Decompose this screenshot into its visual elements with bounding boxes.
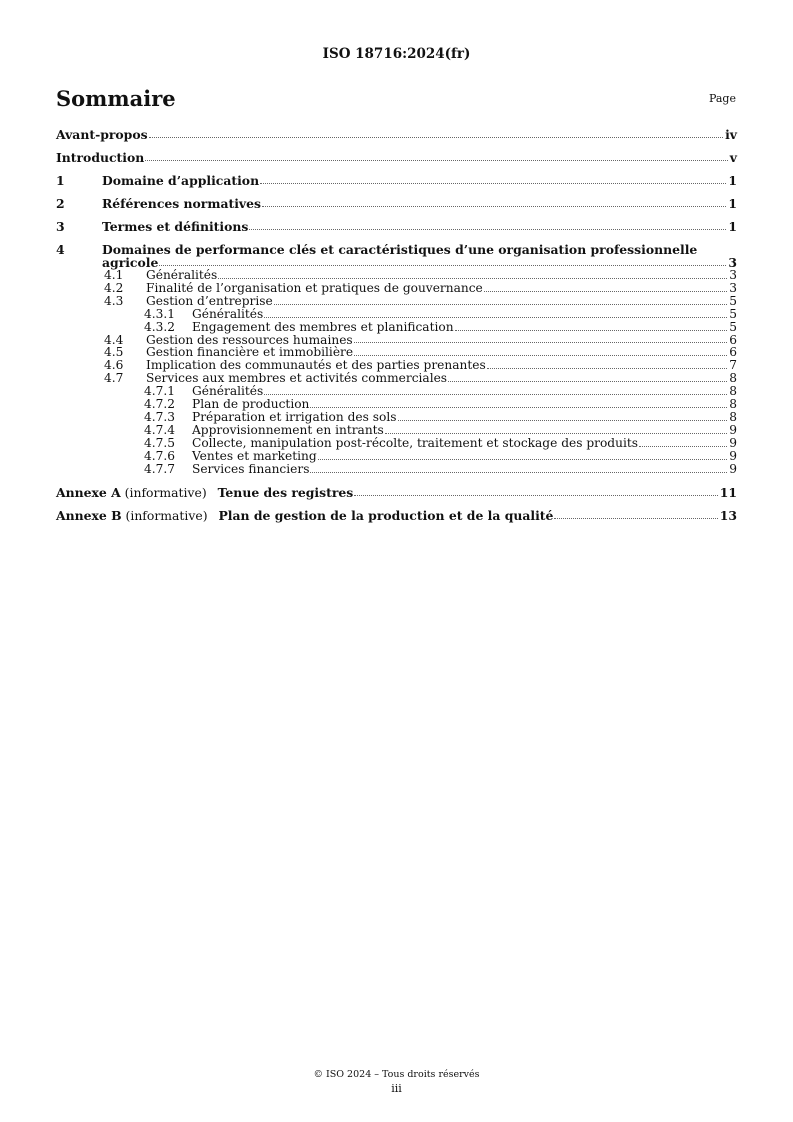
toc-entry-number: 4.7.4 [144, 422, 176, 437]
toc-entry-title: Avant-propos [56, 127, 148, 142]
dot-leader [484, 291, 728, 292]
page-number: iii [391, 1082, 402, 1095]
annex-note: (informative) [124, 484, 207, 500]
toc-entry-number: 4.3.1 [144, 306, 176, 321]
toc-entry-page: 1 [728, 196, 737, 211]
toc-entry-clause-1[interactable] [56, 174, 737, 187]
toc-entry-clause-3[interactable] [56, 220, 737, 233]
toc-entry-title: Finalité de l’organisation et pratiques de gouvernance [146, 280, 483, 295]
toc-entry-page: 3 [728, 255, 737, 270]
toc-entry-title: Plan de production [192, 397, 310, 412]
toc-entry-title: Domaines de performance clés et caractéristiques d’une organisation professionnelle [102, 242, 698, 257]
toc-entry-number: 4.4 [104, 332, 124, 347]
toc-entry-page: 1 [728, 173, 737, 188]
toc-entry-number: 4.7.1 [144, 384, 176, 399]
dot-leader [354, 342, 728, 343]
toc-entry-title: Généralités [192, 384, 264, 399]
toc-entry-page: 3 [729, 280, 737, 295]
toc-entry-number: 4.2 [104, 280, 124, 295]
toc-entry-title: Introduction [56, 150, 145, 165]
toc-entry-number: 4.5 [104, 345, 124, 360]
toc-entry-title: Gestion financière et immobilière [146, 345, 354, 360]
toc-entry-4-2[interactable] [56, 282, 737, 295]
toc-entry-page: 9 [729, 448, 737, 463]
toc-entry-title: Références normatives [102, 196, 261, 211]
dot-leader [354, 495, 718, 496]
dot-leader [455, 330, 728, 331]
toc-entry-annex-b[interactable] [56, 509, 737, 522]
toc-entry-page: 11 [719, 484, 737, 500]
dot-leader [310, 472, 727, 473]
dot-leader [145, 160, 728, 161]
dot-leader [318, 459, 728, 460]
toc-entry-page: 7 [729, 358, 737, 373]
toc-title: Sommaire [56, 86, 176, 111]
toc-entry-number: 4.3 [104, 293, 124, 308]
toc-entry-4-7-4[interactable] [56, 424, 737, 437]
toc-entry-number: 4.7.7 [144, 461, 176, 476]
toc-entry-title: Engagement des membres et planification [192, 319, 454, 334]
toc-entry-number: 2 [56, 196, 65, 211]
page-footer [0, 1068, 793, 1096]
toc-entry-title: Services aux membres et activités commerciales [146, 371, 448, 386]
toc-entry-4-3-1[interactable] [56, 308, 737, 321]
toc-entry-number: 4 [56, 242, 65, 257]
toc-entry-number: 1 [56, 173, 65, 188]
toc-entry-page: 1 [728, 219, 737, 234]
toc-entry-title: Tenue des registres [217, 484, 354, 500]
toc-entry-title: Collecte, manipulation post-récolte, traitement et stockage des produits [192, 435, 638, 450]
toc-entry-4-7-7[interactable] [56, 463, 737, 476]
toc-entry-introduction[interactable] [56, 151, 737, 164]
annex-label: Annexe A [56, 484, 121, 500]
toc-entry-title: Implication des communautés et des parties prenantes [146, 358, 486, 373]
toc-entry-page: 5 [729, 319, 737, 334]
toc-entry-4-7-6[interactable] [56, 450, 737, 463]
dot-leader [262, 206, 726, 207]
toc-entry-number: 4.7.5 [144, 435, 176, 450]
toc-entry-clause-2[interactable] [56, 197, 737, 210]
toc-entry-title: Termes et définitions [102, 219, 249, 234]
toc-entry-page: 5 [729, 293, 737, 308]
toc-entry-page: 8 [729, 371, 737, 386]
dot-leader [218, 278, 727, 279]
dot-leader [149, 137, 724, 138]
toc-entry-foreword[interactable] [56, 128, 737, 141]
toc-entry-4-3[interactable] [56, 295, 737, 308]
toc-entry-page: iv [725, 127, 737, 142]
copyright-notice: © ISO 2024 – Tous droits réservés [313, 1069, 480, 1080]
dot-leader [260, 183, 726, 184]
toc-entry-number: 4.7.2 [144, 397, 176, 412]
toc-entry-number: 4.1 [104, 268, 124, 282]
toc-entry-title: Plan de gestion de la production et de la qualité [218, 507, 554, 523]
annex-label: Annexe B [56, 507, 122, 523]
toc-entry-number: 4.7.6 [144, 448, 176, 463]
toc-entry-title: Domaine d’application [102, 173, 260, 188]
annex-note: (informative) [125, 507, 208, 523]
dot-leader [264, 394, 727, 395]
toc-entry-page: 3 [729, 268, 737, 282]
toc-entry-number: 4.7.3 [144, 409, 176, 424]
dot-leader [487, 368, 728, 369]
dot-leader [249, 229, 726, 230]
toc-entry-page: 5 [729, 306, 737, 321]
toc-entry-page: 6 [729, 332, 737, 347]
toc-entry-number: 4.3.2 [144, 319, 176, 334]
document-header: ISO 18716:2024(fr) [322, 46, 471, 62]
toc-entry-page: 9 [729, 435, 737, 450]
dot-leader [639, 446, 727, 447]
toc-entry-page: 13 [719, 507, 737, 523]
toc-entry-title: Gestion d’entreprise [146, 293, 273, 308]
toc-entry-4-7-5[interactable] [56, 437, 737, 450]
toc-entry-page: 8 [729, 397, 737, 412]
dot-leader [554, 518, 717, 519]
dot-leader [385, 433, 727, 434]
dot-leader [274, 304, 728, 305]
toc-entry-4-3-2[interactable] [56, 321, 737, 334]
toc-entry-page: 8 [729, 409, 737, 424]
toc-entry-title: Généralités [192, 306, 264, 321]
dot-leader [354, 355, 727, 356]
toc-entry-title-continued: agricole [102, 255, 159, 270]
dot-leader [310, 407, 727, 408]
toc-entry-number: 3 [56, 219, 65, 234]
toc-entry-4-1[interactable] [56, 269, 737, 282]
toc-entry-4-7-3[interactable] [56, 411, 737, 424]
toc-entry-number: 4.7 [104, 371, 124, 386]
toc-entry-title: Généralités [146, 268, 218, 282]
toc-entry-number: 4.6 [104, 358, 124, 373]
toc-entry-title: Ventes et marketing [192, 448, 317, 463]
dot-leader [448, 381, 727, 382]
dot-leader [398, 420, 728, 421]
toc-entry-clause-4[interactable] [56, 243, 737, 269]
toc-entry-title: Gestion des ressources humaines [146, 332, 353, 347]
toc-entry-page: 9 [729, 422, 737, 437]
toc-entry-title: Services financiers [192, 461, 310, 476]
toc-entry-page: 6 [729, 345, 737, 360]
toc-entry-page: 8 [729, 384, 737, 399]
toc-entry-annex-a[interactable] [56, 486, 737, 499]
dot-leader [159, 265, 726, 266]
dot-leader [264, 317, 727, 318]
toc-entry-title: Approvisionnement en intrants [192, 422, 384, 437]
page-column-label: Page [708, 92, 736, 105]
toc-entry-page: v [729, 150, 737, 165]
table-of-contents [56, 128, 737, 532]
toc-entry-page: 9 [729, 461, 737, 476]
toc-entry-title: Préparation et irrigation des sols [192, 409, 397, 424]
